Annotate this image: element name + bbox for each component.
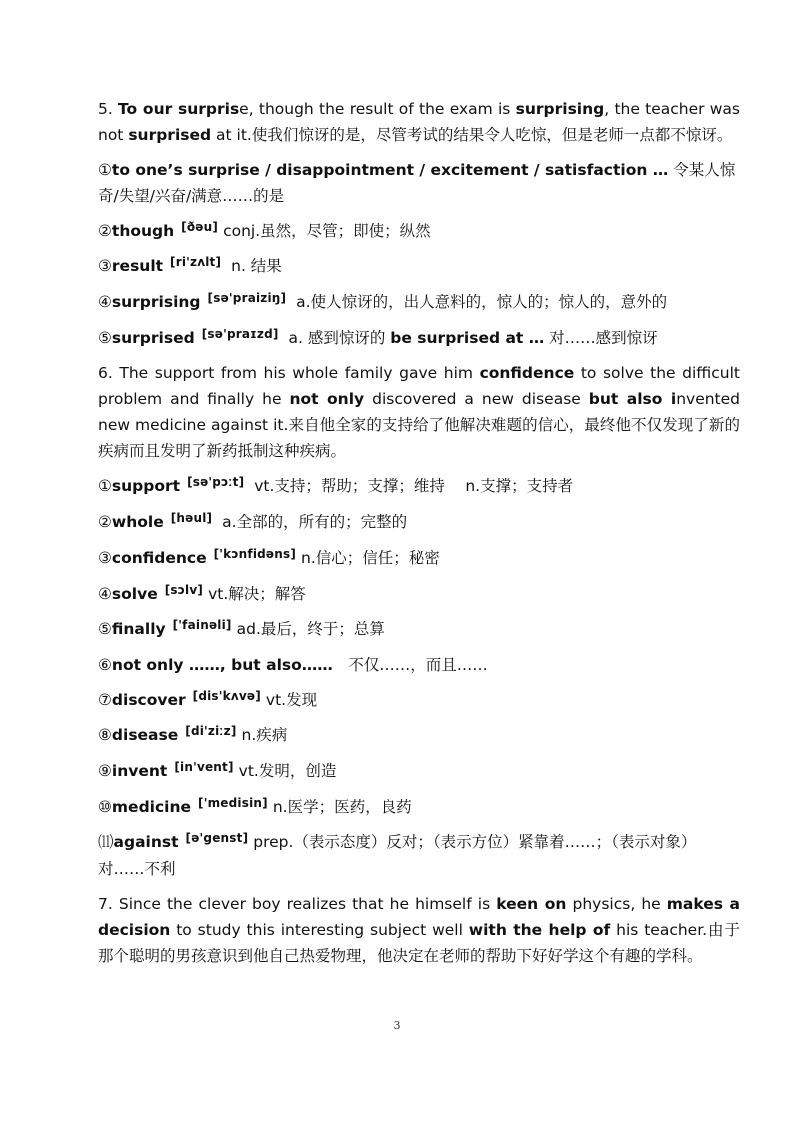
key-phrase: not only — [289, 390, 365, 409]
item-number: ⑤ — [98, 328, 112, 347]
sentence-text: nvented new medicine against it.来自他全家的支持给了他解决难题的信心，最终他不仅发现了新的疾病而且发明了新药抵制这种疾病。 — [98, 390, 741, 461]
key-phrase: makes a decision — [98, 895, 741, 939]
item-number: ② — [98, 513, 112, 532]
vocab-meaning: vt.解决；解答 — [208, 584, 306, 603]
key-phrase: keen on — [496, 895, 567, 913]
vocab-meaning: n.信心；信任；秘密 — [301, 548, 440, 567]
phonetic: [sɔlv] — [164, 582, 204, 597]
vocab-meaning: ad.最后，终于；总算 — [236, 620, 385, 639]
vocab-item — [98, 794, 740, 821]
document-body — [98, 96, 740, 978]
phonetic: [di'ziːz] — [185, 724, 237, 739]
vocab-item — [98, 473, 740, 500]
phonetic: [sə'praiziŋ] — [207, 291, 287, 306]
sentence-text: physics, he — [566, 895, 667, 913]
phonetic: [sə'praɪzd] — [201, 326, 279, 341]
vocab-meaning: 对……感到惊讶 — [544, 328, 658, 347]
item-number: ⑦ — [98, 690, 112, 709]
item-number: ⑤ — [98, 620, 112, 639]
phonetic: [sə'pɔːt] — [187, 475, 245, 490]
vocab-item — [98, 218, 740, 245]
vocab-word: to one’s surprise / disappointment / excitement / satisfaction … — [111, 161, 669, 179]
vocab-meaning: prep.（表示态度）反对；（表示方位）紧靠着……；（表示对象）对……不利 — [98, 833, 697, 879]
page-number: 3 — [393, 1019, 401, 1032]
key-phrase: with the help of — [468, 921, 611, 939]
phonetic: [in'vent] — [174, 759, 234, 774]
item-number: ① — [98, 161, 112, 179]
sentence-text: e, though the result of the exam is — [239, 100, 516, 118]
vocab-word: whole — [111, 513, 164, 532]
vocab-word: discover — [111, 690, 186, 709]
vocab-meaning: n. 结果 — [226, 257, 282, 276]
vocab-item — [98, 325, 740, 352]
phonetic: ['kɔnfidəns] — [213, 546, 297, 561]
vocab-meaning: 不仅……，而且…… — [332, 655, 488, 674]
key-phrase: surprising — [515, 100, 605, 118]
phonetic: [dis'kʌvə] — [192, 688, 261, 703]
sentence-6 — [98, 360, 740, 464]
sentence-text: his teacher.由于那个聪明的男孩意识到他自己热爱物理，他决定在老师的帮助下好好学这个有趣的学科。 — [98, 921, 740, 965]
phonetic: [ðəu] — [181, 219, 219, 234]
vocab-meaning: a.使人惊讶的，出人意料的，惊人的；惊人的，意外的 — [291, 293, 668, 312]
vocab-meaning: vt.发现 — [265, 690, 318, 709]
vocab-item — [98, 253, 740, 280]
vocab-word: medicine — [111, 797, 192, 816]
vocab-item — [98, 687, 740, 714]
vocab-item — [98, 157, 740, 209]
sentence-number: 7. — [98, 895, 119, 913]
vocab-meaning: a. 感到惊讶的 — [283, 328, 391, 347]
vocab-word: confidence — [111, 548, 207, 567]
vocab-meaning: 令某人惊奇/失望/兴奋/满意……的是 — [98, 161, 736, 205]
phonetic: ['fainəli] — [172, 618, 232, 633]
vocab-item — [98, 829, 740, 882]
vocab-meaning: vt.发明，创造 — [238, 761, 337, 780]
sentence-text: to solve the difficult problem and finally he — [98, 364, 741, 409]
phonetic: [həul] — [170, 511, 213, 526]
item-number: ⑧ — [98, 726, 112, 745]
vocab-word: disease — [111, 726, 179, 745]
key-phrase: surprised — [128, 126, 212, 144]
vocab-word: support — [111, 477, 181, 496]
vocab-word: though — [111, 221, 175, 240]
sentence-text: to study this interesting subject well — [170, 921, 469, 939]
key-phrase: be surprised at … — [390, 328, 545, 347]
vocab-word: not only ……, but also…… — [111, 655, 333, 674]
item-number: ③ — [98, 548, 112, 567]
item-number: ⑾ — [98, 833, 114, 852]
item-number: ⑥ — [98, 655, 112, 674]
item-number: ② — [98, 221, 112, 240]
sentence-number: 5. — [98, 100, 119, 118]
sentence-5 — [98, 96, 740, 148]
vocab-item — [98, 509, 740, 536]
phonetic: [ri'zʌlt] — [170, 255, 222, 270]
vocab-meaning: a.全部的，所有的；完整的 — [217, 513, 408, 532]
vocab-word: result — [111, 257, 164, 276]
item-number: ④ — [98, 584, 112, 603]
item-number: ④ — [98, 293, 112, 312]
sentence-text: discovered a new disease — [364, 390, 589, 409]
phonetic: [ə'genst] — [185, 831, 249, 846]
key-phrase: but also i — [588, 390, 677, 409]
item-number: ③ — [98, 257, 112, 276]
vocab-meaning: conj.虽然，尽管；即使；纵然 — [223, 221, 431, 240]
sentence-text: , the teacher was not — [98, 100, 741, 144]
sentence-text: The support from his whole family gave him — [119, 364, 480, 383]
vocab-item — [98, 758, 740, 785]
vocab-item — [98, 652, 740, 678]
vocab-meaning: n.疾病 — [241, 726, 288, 745]
vocab-word: surprised — [111, 328, 195, 347]
vocab-word: solve — [111, 584, 158, 603]
vocab-word: invent — [111, 761, 168, 780]
sentence-7 — [98, 891, 740, 969]
vocab-meaning: vt.支持；帮助；支撑；维持 n.支撑；支持者 — [249, 477, 574, 496]
item-number: ⑨ — [98, 761, 112, 780]
sentence-number: 6. — [98, 364, 120, 383]
vocab-word: finally — [111, 620, 166, 639]
phonetic: ['medisin] — [198, 795, 268, 810]
vocab-meaning: n.医学；医药，良药 — [272, 797, 412, 816]
vocab-item — [98, 722, 740, 749]
sentence-text: at it.使我们惊讶的是，尽管考试的结果令人吃惊，但是老师一点都不惊讶。 — [211, 126, 733, 144]
vocab-item — [98, 581, 740, 608]
vocab-item — [98, 289, 740, 316]
vocab-word: surprising — [111, 293, 201, 312]
vocab-word: against — [113, 833, 179, 852]
vocab-item — [98, 616, 740, 643]
item-number: ⑩ — [98, 797, 112, 816]
key-phrase: confidence — [479, 364, 575, 383]
item-number: ① — [98, 477, 112, 496]
vocab-item — [98, 545, 740, 572]
key-phrase: To our surpris — [118, 100, 240, 118]
sentence-text: Since the clever boy realizes that he himself is — [118, 895, 497, 913]
